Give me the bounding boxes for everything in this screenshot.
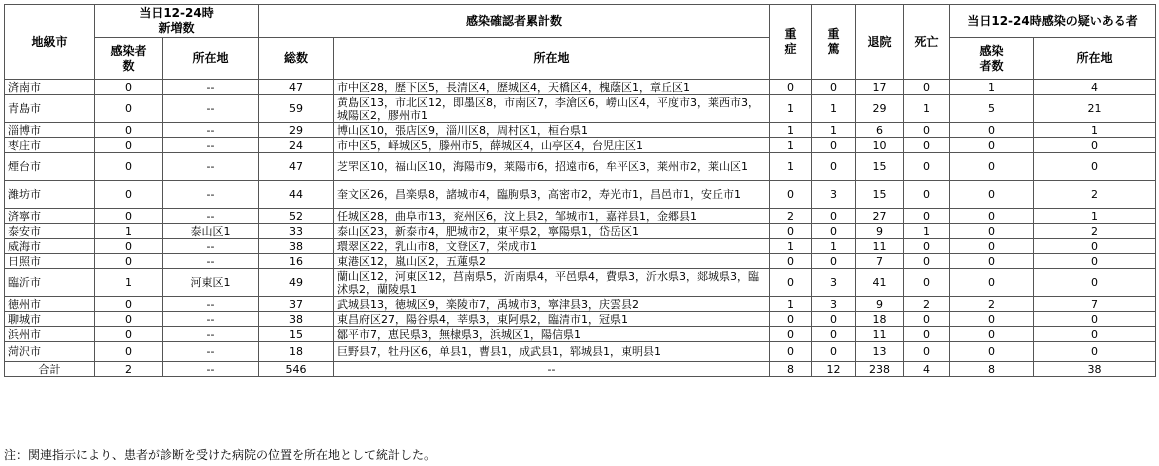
new-location-cell: --: [163, 209, 259, 224]
deaths-cell: 0: [904, 209, 950, 224]
new-location-cell: --: [163, 297, 259, 312]
location-cell: 環翠区22，乳山市8，文登区7，栄成市1: [334, 239, 770, 254]
header-new-count: 感染者 数: [95, 38, 163, 80]
discharged-cell: 13: [856, 342, 904, 362]
critical-cell: 0: [812, 224, 856, 239]
severe-cell: 0: [770, 342, 812, 362]
critical-cell: 1: [812, 239, 856, 254]
new-count-cell: 0: [95, 327, 163, 342]
new-location-cell: --: [163, 80, 259, 95]
city-cell: 威海市: [5, 239, 95, 254]
location-cell: 東港区12，嵐山区2，五蓮県2: [334, 254, 770, 269]
table-row: [5, 327, 1156, 342]
suspected-count-cell: 0: [950, 239, 1034, 254]
severe-cell: 1: [770, 95, 812, 123]
discharged-cell: 17: [856, 80, 904, 95]
discharged-cell: 15: [856, 153, 904, 181]
new-count-cell: 0: [95, 153, 163, 181]
location-cell: 博山区10，張店区9，淄川区8，周村区1，桓台県1: [334, 123, 770, 138]
suspected-count-cell: 0: [950, 327, 1034, 342]
location-cell: 東昌府区27，陽谷県4，莘県3，東阿県2，臨清市1，冠県1: [334, 312, 770, 327]
covid-stats-table: [4, 4, 1156, 377]
header-cumulative-group: 感染確認者累計数: [259, 5, 770, 38]
location-cell: 任城区28，曲阜市13，兖州区6，汶上县2，邹城市1，嘉祥县1，金郷县1: [334, 209, 770, 224]
header-suspected-group: 当日12-24時感染の疑いある者: [950, 5, 1156, 38]
city-cell: 青島市: [5, 95, 95, 123]
total-suspected-count-cell: 8: [950, 362, 1034, 377]
deaths-cell: 0: [904, 269, 950, 297]
severe-cell: 1: [770, 297, 812, 312]
severe-cell: 0: [770, 254, 812, 269]
suspected-location-cell: 0: [1034, 239, 1156, 254]
location-cell: 蘭山区12，河東区12，莒南県5，沂南県4，平邑県4，費県3，沂水県3，郯城県3，臨沭県2，蘭陵県1: [334, 269, 770, 297]
total-cell: 59: [259, 95, 334, 123]
table-row: [5, 239, 1156, 254]
suspected-location-cell: 2: [1034, 224, 1156, 239]
discharged-cell: 6: [856, 123, 904, 138]
discharged-cell: 18: [856, 312, 904, 327]
deaths-cell: 0: [904, 327, 950, 342]
new-location-cell: --: [163, 181, 259, 209]
discharged-cell: 11: [856, 239, 904, 254]
suspected-count-cell: 0: [950, 153, 1034, 181]
total-total-cell: 546: [259, 362, 334, 377]
location-cell: 巨野县7，牡丹区6，单县1，曹县1，成武县1，郓城县1，東明县1: [334, 342, 770, 362]
severe-cell: 0: [770, 224, 812, 239]
table-row: [5, 138, 1156, 153]
suspected-count-cell: 0: [950, 312, 1034, 327]
severe-cell: 1: [770, 138, 812, 153]
severe-cell: 0: [770, 327, 812, 342]
table-row: [5, 80, 1156, 95]
header-new-location: 所在地: [163, 38, 259, 80]
table-row: [5, 342, 1156, 362]
suspected-location-cell: 0: [1034, 342, 1156, 362]
deaths-cell: 1: [904, 224, 950, 239]
total-cell: 47: [259, 80, 334, 95]
deaths-cell: 0: [904, 138, 950, 153]
header-city: 地級市: [5, 5, 95, 80]
total-severe-cell: 8: [770, 362, 812, 377]
suspected-count-cell: 0: [950, 209, 1034, 224]
header-severe: 重 症: [770, 5, 812, 80]
new-count-cell: 0: [95, 297, 163, 312]
new-count-cell: 0: [95, 181, 163, 209]
new-location-cell: --: [163, 254, 259, 269]
new-location-cell: --: [163, 95, 259, 123]
new-count-cell: 1: [95, 224, 163, 239]
table-row: [5, 297, 1156, 312]
table-row: [5, 153, 1156, 181]
deaths-cell: 0: [904, 123, 950, 138]
severe-cell: 0: [770, 80, 812, 95]
total-cell: 24: [259, 138, 334, 153]
suspected-count-cell: 0: [950, 181, 1034, 209]
discharged-cell: 11: [856, 327, 904, 342]
critical-cell: 1: [812, 95, 856, 123]
total-cell: 18: [259, 342, 334, 362]
stats-table-wrapper: [4, 4, 1156, 377]
header-location: 所在地: [334, 38, 770, 80]
suspected-count-cell: 5: [950, 95, 1034, 123]
new-location-cell: --: [163, 123, 259, 138]
deaths-cell: 1: [904, 95, 950, 123]
suspected-location-cell: 0: [1034, 138, 1156, 153]
location-cell: 黄島区13，市北区12，即墨区8，市南区7，李滄区6，嶗山区4，平度市3，莱西市3，城陽区2，膠州市1: [334, 95, 770, 123]
table-row: [5, 269, 1156, 297]
total-label-cell: 合計: [5, 362, 95, 377]
new-location-cell: --: [163, 312, 259, 327]
total-cell: 38: [259, 239, 334, 254]
severe-cell: 0: [770, 269, 812, 297]
deaths-cell: 2: [904, 297, 950, 312]
location-cell: 泰山区23，新泰市4，肥城市2，東平県2，寧陽県1，岱岳区1: [334, 224, 770, 239]
suspected-count-cell: 0: [950, 342, 1034, 362]
critical-cell: 0: [812, 138, 856, 153]
suspected-location-cell: 4: [1034, 80, 1156, 95]
city-cell: 徳州市: [5, 297, 95, 312]
city-cell: 煙台市: [5, 153, 95, 181]
new-count-cell: 1: [95, 269, 163, 297]
new-location-cell: --: [163, 342, 259, 362]
critical-cell: 3: [812, 269, 856, 297]
location-cell: 市中区5，峄城区5，滕州市5，薛城区4，山亭区4，台児庄区1: [334, 138, 770, 153]
city-cell: 泰安市: [5, 224, 95, 239]
location-cell: 武城县13，徳城区9，楽陵市7，禹城市3，寧津县3，庆雲县2: [334, 297, 770, 312]
suspected-count-cell: 1: [950, 80, 1034, 95]
table-row: [5, 312, 1156, 327]
critical-cell: 3: [812, 297, 856, 312]
location-cell: 奎文区26，昌楽県8，諸城市4，臨朐県3，高密市2，寿光市1，昌邑市1，安丘市1: [334, 181, 770, 209]
suspected-count-cell: 0: [950, 254, 1034, 269]
critical-cell: 3: [812, 181, 856, 209]
critical-cell: 0: [812, 254, 856, 269]
city-cell: 臨沂市: [5, 269, 95, 297]
new-location-cell: 河東区1: [163, 269, 259, 297]
total-cell: 52: [259, 209, 334, 224]
discharged-cell: 9: [856, 297, 904, 312]
total-cell: 38: [259, 312, 334, 327]
location-cell: 鄒平市7，恵民県3，無棣県3，浜城区1，陽信県1: [334, 327, 770, 342]
total-cell: 37: [259, 297, 334, 312]
new-location-cell: --: [163, 239, 259, 254]
city-cell: 聊城市: [5, 312, 95, 327]
city-cell: 淄博市: [5, 123, 95, 138]
suspected-count-cell: 0: [950, 224, 1034, 239]
deaths-cell: 0: [904, 342, 950, 362]
suspected-location-cell: 0: [1034, 153, 1156, 181]
critical-cell: 0: [812, 209, 856, 224]
discharged-cell: 10: [856, 138, 904, 153]
table-row: [5, 224, 1156, 239]
new-count-cell: 0: [95, 239, 163, 254]
header-total: 総数: [259, 38, 334, 80]
severe-cell: 1: [770, 123, 812, 138]
deaths-cell: 0: [904, 254, 950, 269]
suspected-location-cell: 0: [1034, 269, 1156, 297]
critical-cell: 1: [812, 123, 856, 138]
header-critical: 重 篤: [812, 5, 856, 80]
table-row: [5, 123, 1156, 138]
new-location-cell: 泰山区1: [163, 224, 259, 239]
new-location-cell: --: [163, 153, 259, 181]
new-count-cell: 0: [95, 342, 163, 362]
critical-cell: 0: [812, 80, 856, 95]
city-cell: 済南市: [5, 80, 95, 95]
severe-cell: 0: [770, 181, 812, 209]
city-cell: 枣庄市: [5, 138, 95, 153]
location-cell: 芝罘区10，福山区10，海陽市9，莱陽市6，招遠市6，牟平区3，莱州市2，莱山区1: [334, 153, 770, 181]
total-cell: 29: [259, 123, 334, 138]
total-cell: 44: [259, 181, 334, 209]
discharged-cell: 15: [856, 181, 904, 209]
new-location-cell: --: [163, 138, 259, 153]
suspected-count-cell: 0: [950, 123, 1034, 138]
discharged-cell: 9: [856, 224, 904, 239]
table-row: [5, 209, 1156, 224]
suspected-location-cell: 1: [1034, 209, 1156, 224]
new-location-cell: --: [163, 327, 259, 342]
discharged-cell: 27: [856, 209, 904, 224]
total-cell: 33: [259, 224, 334, 239]
new-count-cell: 0: [95, 80, 163, 95]
total-cell: 15: [259, 327, 334, 342]
table-row: [5, 181, 1156, 209]
suspected-location-cell: 7: [1034, 297, 1156, 312]
critical-cell: 0: [812, 327, 856, 342]
suspected-location-cell: 0: [1034, 254, 1156, 269]
total-location-cell: --: [334, 362, 770, 377]
city-cell: 済寧市: [5, 209, 95, 224]
header-suspected-count: 感染 者数: [950, 38, 1034, 80]
discharged-cell: 7: [856, 254, 904, 269]
header-new-group: 当日12-24時 新増数: [95, 5, 259, 38]
new-count-cell: 0: [95, 123, 163, 138]
deaths-cell: 0: [904, 312, 950, 327]
total-deaths-cell: 4: [904, 362, 950, 377]
discharged-cell: 41: [856, 269, 904, 297]
deaths-cell: 0: [904, 239, 950, 254]
deaths-cell: 0: [904, 80, 950, 95]
table-row: [5, 95, 1156, 123]
severe-cell: 1: [770, 153, 812, 181]
discharged-cell: 29: [856, 95, 904, 123]
total-new-count-cell: 2: [95, 362, 163, 377]
header-suspected-location: 所在地: [1034, 38, 1156, 80]
suspected-location-cell: 2: [1034, 181, 1156, 209]
suspected-count-cell: 0: [950, 138, 1034, 153]
severe-cell: 1: [770, 239, 812, 254]
deaths-cell: 0: [904, 181, 950, 209]
total-cell: 49: [259, 269, 334, 297]
total-row: [5, 362, 1156, 377]
suspected-location-cell: 1: [1034, 123, 1156, 138]
suspected-location-cell: 0: [1034, 312, 1156, 327]
location-cell: 市中区28，歴下区5，長清区4，歴城区4，天橋区4，槐蔭区1，章丘区1: [334, 80, 770, 95]
total-cell: 16: [259, 254, 334, 269]
total-cell: 47: [259, 153, 334, 181]
deaths-cell: 0: [904, 153, 950, 181]
header-discharged: 退院: [856, 5, 904, 80]
total-new-location-cell: --: [163, 362, 259, 377]
suspected-location-cell: 21: [1034, 95, 1156, 123]
new-count-cell: 0: [95, 138, 163, 153]
new-count-cell: 0: [95, 312, 163, 327]
total-discharged-cell: 238: [856, 362, 904, 377]
severe-cell: 2: [770, 209, 812, 224]
city-cell: 濰坊市: [5, 181, 95, 209]
total-suspected-location-cell: 38: [1034, 362, 1156, 377]
header-deaths: 死亡: [904, 5, 950, 80]
new-count-cell: 0: [95, 95, 163, 123]
critical-cell: 0: [812, 342, 856, 362]
city-cell: 菏沢市: [5, 342, 95, 362]
severe-cell: 0: [770, 312, 812, 327]
total-critical-cell: 12: [812, 362, 856, 377]
footnote: 注：関連指示により、患者が診断を受けた病院の位置を所在地として統計した。: [4, 448, 437, 462]
new-count-cell: 0: [95, 254, 163, 269]
suspected-count-cell: 0: [950, 269, 1034, 297]
city-cell: 日照市: [5, 254, 95, 269]
suspected-count-cell: 2: [950, 297, 1034, 312]
new-count-cell: 0: [95, 209, 163, 224]
city-cell: 浜州市: [5, 327, 95, 342]
table-row: [5, 254, 1156, 269]
critical-cell: 0: [812, 312, 856, 327]
suspected-location-cell: 0: [1034, 327, 1156, 342]
critical-cell: 0: [812, 153, 856, 181]
